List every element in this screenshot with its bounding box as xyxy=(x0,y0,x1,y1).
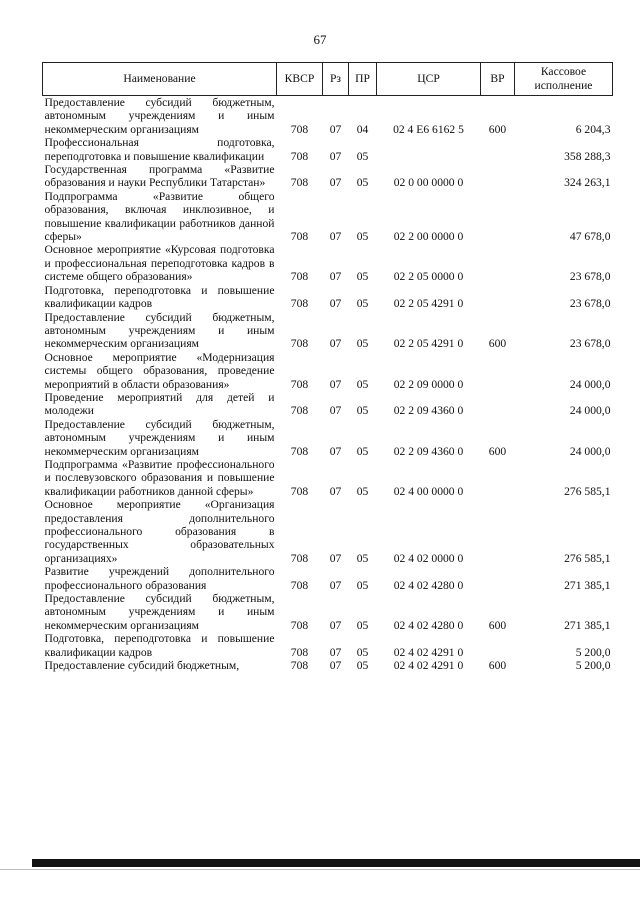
cell-name: Предоставление субсидий бюджетным, автономным учреждениям и иным некоммерческим организациям xyxy=(44,417,275,458)
cell-pr: 05 xyxy=(356,484,369,498)
cell-csr: 02 2 05 4291 0 xyxy=(393,297,464,311)
scan-border-line xyxy=(0,869,640,870)
cell-name: Развитие учреждений дополнительного профессионального образования xyxy=(44,565,275,592)
table-header-row xyxy=(43,63,613,96)
table-row xyxy=(43,243,613,283)
cell-kvsr: 708 xyxy=(290,444,309,458)
cell-vr: 600 xyxy=(488,337,507,351)
cell-csr: 02 2 09 4360 0 xyxy=(393,404,464,418)
cell-name: Подготовка, переподготовка и повышение квалификации кадров xyxy=(44,632,275,659)
cell-amount: 324 263,1 xyxy=(564,176,611,190)
cell-kvsr: 708 xyxy=(290,377,309,391)
cell-amount: 276 585,1 xyxy=(564,551,611,565)
cell-name: Государственная программа «Развитие образования и науки Республики Татарстан» xyxy=(44,163,275,190)
cell-kvsr: 708 xyxy=(290,270,309,284)
cell-name: Предоставление субсидий бюджетным, автономным учреждениям и иным некоммерческим организациям xyxy=(44,310,275,351)
cell-name: Подпрограмма «Развитие общего образования, включая инклюзивное, и повышение квалификации работников данной сферы» xyxy=(44,189,275,244)
table-row xyxy=(43,190,613,244)
cell-kvsr: 708 xyxy=(290,230,309,244)
cell-vr xyxy=(481,284,515,311)
cell-rz: 07 xyxy=(329,618,342,632)
header-kvsr: КВСР xyxy=(277,63,323,96)
cell-csr: 02 2 09 0000 0 xyxy=(393,377,464,391)
cell-kvsr: 708 xyxy=(290,337,309,351)
header-amount: Кассовое исполнение xyxy=(515,63,613,96)
cell-name: Подготовка, переподготовка и повышение квалификации кадров xyxy=(44,283,275,311)
cell-name: Предоставление субсидий бюджетным, автономным учреждениям и иным некоммерческим организациям xyxy=(44,592,275,632)
cell-csr: 02 2 09 4360 0 xyxy=(393,444,464,458)
cell-kvsr: 708 xyxy=(290,404,309,418)
cell-pr: 05 xyxy=(356,377,369,391)
cell-rz: 07 xyxy=(329,230,342,244)
cell-rz: 07 xyxy=(329,645,342,659)
cell-csr: 02 4 00 0000 0 xyxy=(393,484,464,498)
cell-rz: 07 xyxy=(329,551,342,565)
cell-name: Основное мероприятие «Организация предоставления дополнительного профессионального образования в государственных образовательных организациях» xyxy=(44,498,275,565)
cell-rz: 07 xyxy=(329,404,342,418)
cell-pr: 05 xyxy=(356,297,369,311)
table-row xyxy=(43,311,613,351)
cell-amount: 24 000,0 xyxy=(569,377,611,391)
header-name: Наименование xyxy=(43,63,277,96)
cell-csr: 02 4 02 4280 0 xyxy=(393,618,464,632)
cell-amount: 24 000,0 xyxy=(569,404,611,418)
cell-vr xyxy=(481,391,515,418)
cell-csr: 02 4 02 4280 0 xyxy=(393,578,464,592)
cell-csr: 02 0 00 0000 0 xyxy=(393,176,464,190)
budget-table xyxy=(42,62,613,672)
cell-vr: 600 xyxy=(488,444,507,458)
page-number: 67 xyxy=(313,32,327,47)
cell-name: Основное мероприятие «Курсовая подготовка и профессиональная переподготовка кадров в системе общего образования» xyxy=(44,243,275,284)
header-rz: Рз xyxy=(323,63,349,96)
table-row xyxy=(43,163,613,190)
cell-name: Подпрограмма «Развитие профессионального и послевузовского образования и повышение квалификации работников данной сферы» xyxy=(44,457,275,498)
cell-kvsr: 708 xyxy=(290,618,309,632)
cell-pr: 05 xyxy=(356,404,369,418)
cell-vr xyxy=(481,498,515,565)
table-row xyxy=(43,418,613,458)
cell-vr: 600 xyxy=(488,122,507,136)
cell-amount: 24 000,0 xyxy=(569,444,611,458)
cell-amount: 23 678,0 xyxy=(569,270,611,284)
cell-rz: 07 xyxy=(329,444,342,458)
cell-vr xyxy=(481,243,515,283)
cell-rz: 07 xyxy=(329,337,342,351)
cell-csr xyxy=(377,136,481,163)
table-row xyxy=(43,96,613,137)
cell-kvsr: 708 xyxy=(290,551,309,565)
cell-csr: 02 4 02 0000 0 xyxy=(393,551,464,565)
cell-rz: 07 xyxy=(329,377,342,391)
table-row xyxy=(43,284,613,311)
header-vr: ВР xyxy=(481,63,515,96)
cell-kvsr: 708 xyxy=(290,659,309,673)
cell-pr: 05 xyxy=(356,578,369,592)
cell-rz: 07 xyxy=(329,149,342,163)
table-row xyxy=(43,498,613,565)
cell-name: Предоставление субсидий бюджетным, автономным учреждениям и иным некоммерческим организациям xyxy=(44,96,275,136)
cell-kvsr: 708 xyxy=(290,149,309,163)
cell-rz: 07 xyxy=(329,297,342,311)
cell-vr xyxy=(481,351,515,391)
table-row xyxy=(43,391,613,418)
cell-pr: 04 xyxy=(356,122,369,136)
cell-amount: 47 678,0 xyxy=(569,230,611,244)
table-row xyxy=(43,458,613,498)
cell-rz: 07 xyxy=(329,176,342,190)
cell-rz: 07 xyxy=(329,122,342,136)
cell-vr: 600 xyxy=(488,618,507,632)
cell-vr: 600 xyxy=(488,659,507,673)
cell-kvsr: 708 xyxy=(290,645,309,659)
header-csr: ЦСР xyxy=(377,63,481,96)
cell-pr: 05 xyxy=(356,618,369,632)
cell-rz: 07 xyxy=(329,270,342,284)
cell-kvsr: 708 xyxy=(290,578,309,592)
cell-pr: 05 xyxy=(356,659,369,673)
cell-csr: 02 4 02 4291 0 xyxy=(393,645,464,659)
cell-csr: 02 4 Е6 6162 5 xyxy=(393,122,464,136)
table-row xyxy=(43,565,613,592)
table-row xyxy=(43,136,613,163)
table-row xyxy=(43,592,613,632)
cell-csr: 02 2 05 0000 0 xyxy=(393,270,464,284)
table-row xyxy=(43,659,613,672)
cell-kvsr: 708 xyxy=(290,297,309,311)
cell-csr: 02 2 05 4291 0 xyxy=(393,337,464,351)
cell-kvsr: 708 xyxy=(290,176,309,190)
cell-amount: 271 385,1 xyxy=(564,578,611,592)
cell-vr xyxy=(481,458,515,498)
cell-vr xyxy=(481,163,515,190)
cell-name: Профессиональная подготовка, переподготовка и повышение квалификации xyxy=(44,136,275,163)
cell-amount: 23 678,0 xyxy=(569,337,611,351)
cell-pr: 05 xyxy=(356,176,369,190)
cell-amount: 6 204,3 xyxy=(575,122,611,136)
cell-name: Основное мероприятие «Модернизация системы общего образования, проведение мероприятий в области образования» xyxy=(44,350,275,391)
cell-amount: 358 288,3 xyxy=(564,149,611,163)
cell-amount: 276 585,1 xyxy=(564,484,611,498)
cell-vr xyxy=(481,632,515,659)
cell-rz: 07 xyxy=(329,659,342,673)
cell-pr: 05 xyxy=(356,551,369,565)
cell-csr: 02 2 00 0000 0 xyxy=(393,230,464,244)
cell-csr: 02 4 02 4291 0 xyxy=(393,659,464,673)
table-row xyxy=(43,351,613,391)
cell-rz: 07 xyxy=(329,484,342,498)
header-pr: ПР xyxy=(349,63,377,96)
cell-kvsr: 708 xyxy=(290,484,309,498)
cell-amount: 271 385,1 xyxy=(564,618,611,632)
cell-kvsr: 708 xyxy=(290,122,309,136)
cell-pr: 05 xyxy=(356,230,369,244)
cell-vr xyxy=(481,565,515,592)
cell-pr: 05 xyxy=(356,444,369,458)
cell-pr: 05 xyxy=(356,270,369,284)
cell-name: Предоставление субсидий бюджетным, xyxy=(44,659,240,673)
cell-pr: 05 xyxy=(356,645,369,659)
cell-amount: 5 200,0 xyxy=(575,659,611,673)
cell-amount: 5 200,0 xyxy=(575,645,611,659)
cell-rz: 07 xyxy=(329,578,342,592)
cell-pr: 05 xyxy=(356,149,369,163)
cell-amount: 23 678,0 xyxy=(569,297,611,311)
scan-border-bar xyxy=(32,859,640,867)
table-row xyxy=(43,632,613,659)
cell-vr xyxy=(481,190,515,244)
cell-pr: 05 xyxy=(356,337,369,351)
cell-name: Проведение мероприятий для детей и молодежи xyxy=(44,390,275,418)
cell-vr xyxy=(481,136,515,163)
